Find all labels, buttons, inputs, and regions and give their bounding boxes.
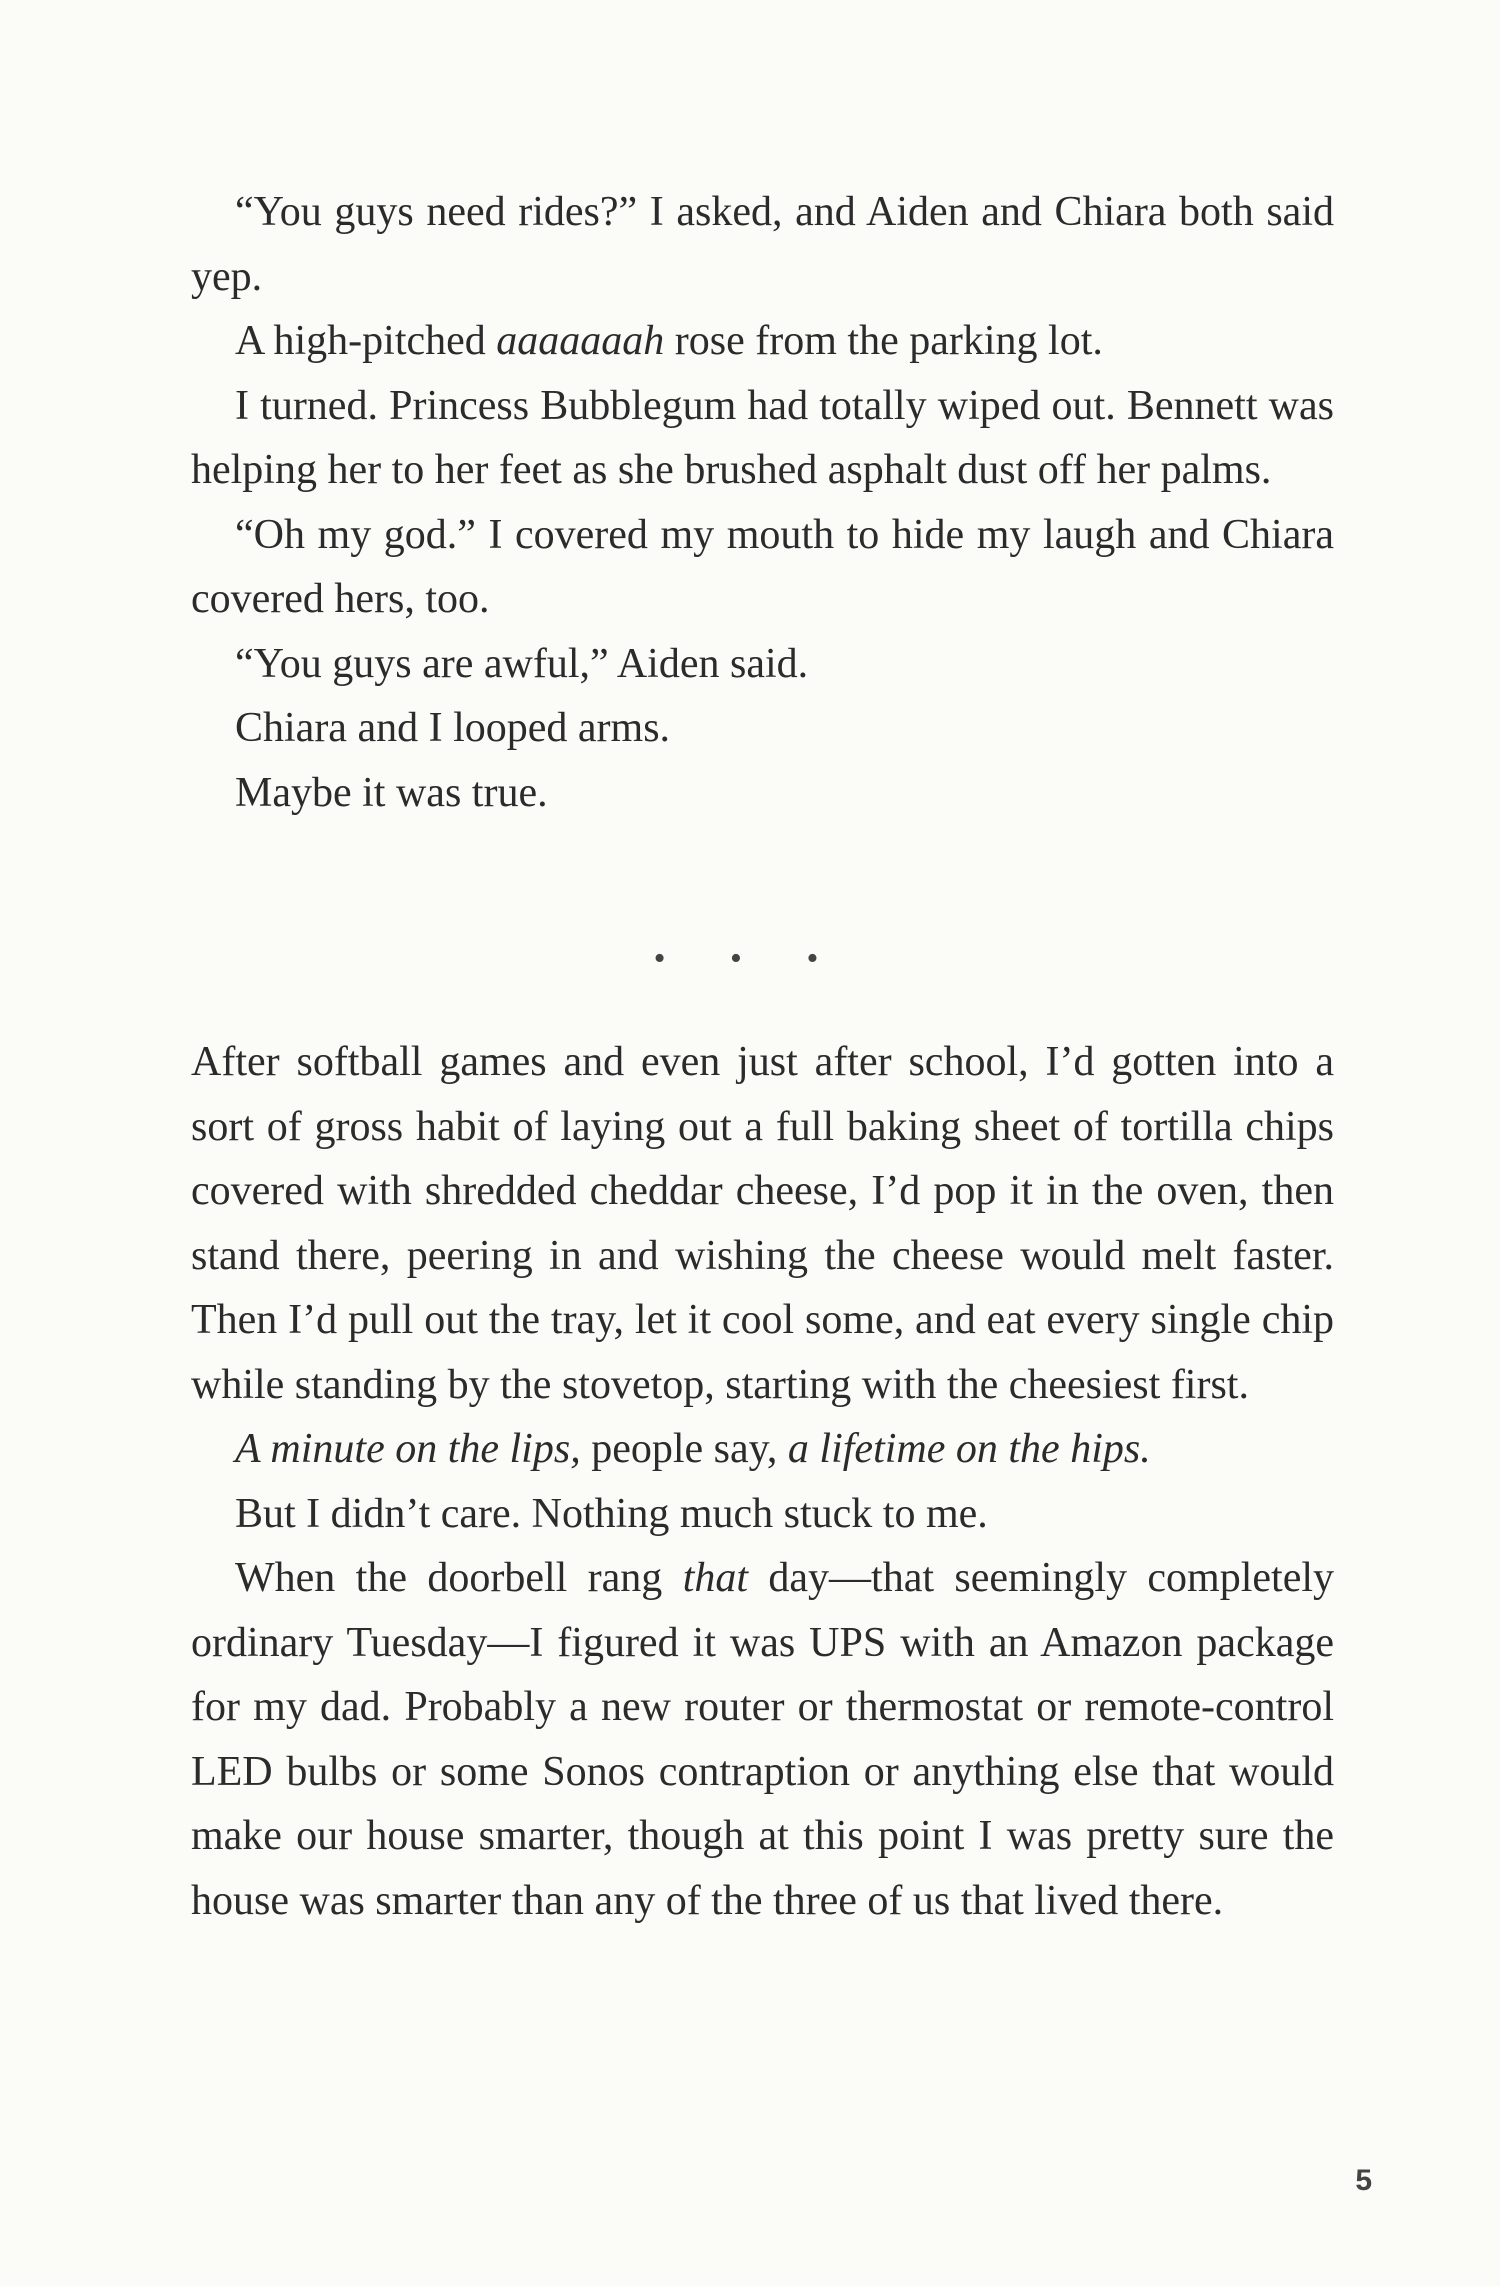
paragraph: Maybe it was true. — [235, 769, 548, 816]
paragraph: After softball games and even just after school, I’d gotten into a sort of gross habit of laying out a full baking sheet of tortilla chips covered with shredded cheddar cheese, I’d pop it in the oven, then stand there, peering in and wishing the cheese would melt faster. Then I’d pull out the tray, let it cool some, and eat every single chip while standing by the stovetop, starting with the cheesiest first. — [191, 1039, 1334, 1408]
paragraph: “Oh my god.” I covered my mouth to hide my laugh and Chiara covered hers, too. — [191, 511, 1334, 622]
paragraph: “You guys are awful,” Aiden said. — [235, 640, 809, 687]
paragraph: Chiara and I looped arms. — [235, 705, 671, 751]
paragraph: A minute on the lips, people say, a lifetime on the hips. — [235, 1426, 1151, 1472]
paragraph: When the doorbell rang that day—that seemingly completely ordinary Tuesday—I figured it was UPS with an Amazon package for my dad. Probably a new router or thermostat or remote-control LED bulbs or some Sonos contraption or anything else that would make our house smarter, though at this point I was pretty sure the house was smarter than any of the three of us that lived there. — [191, 1555, 1335, 1924]
italic-text: a lifetime on the hips. — [787, 1426, 1151, 1472]
text-section-2 — [191, 1030, 1334, 1933]
scene-break: • • • — [653, 940, 847, 977]
italic-text: A minute on the lips, — [235, 1426, 581, 1472]
italic-text: aaaaaaah — [496, 318, 665, 364]
paragraph: I turned. Princess Bubblegum had totally wiped out. Bennett was helping her to her feet as she brushed asphalt dust off her palms. — [191, 382, 1334, 493]
paragraph: But I didn’t care. Nothing much stuck to me. — [235, 1490, 988, 1537]
text-section-1 — [191, 180, 1334, 825]
italic-text: that — [682, 1555, 749, 1601]
page-number: 5 — [1355, 2164, 1372, 2197]
paragraph: A high-pitched aaaaaaah rose from the parking lot. — [235, 318, 1103, 364]
paragraph: “You guys need rides?” I asked, and Aiden and Chiara both said yep. — [191, 189, 1334, 300]
